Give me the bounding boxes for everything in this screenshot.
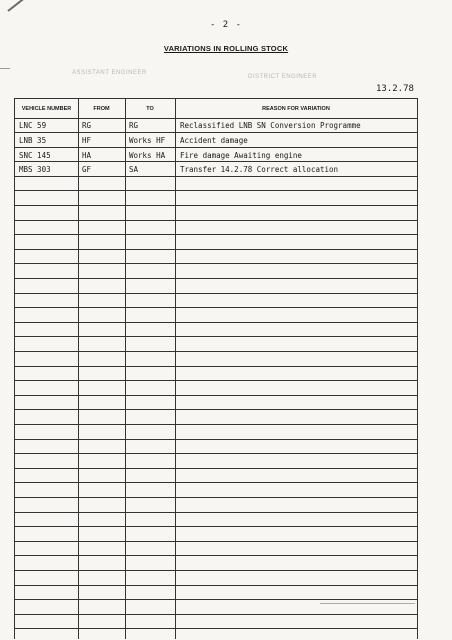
row-3-reason: Fire damage Awaiting engine	[180, 151, 302, 160]
row-rule	[15, 249, 417, 250]
faint-header-right: DISTRICT ENGINEER	[248, 74, 318, 80]
row-rule	[15, 322, 417, 323]
row-rule	[15, 555, 417, 556]
row-2-from: HF	[82, 136, 92, 145]
faint-header-left: ASSISTANT ENGINEER	[72, 70, 147, 76]
row-rule	[15, 599, 417, 600]
row-2-to: Works HF	[129, 136, 166, 145]
row-4-vehicle: MBS 303	[19, 165, 51, 174]
row-1-vehicle: LNC 59	[19, 121, 47, 130]
row-4-to: SA	[129, 165, 139, 174]
row-rule	[15, 205, 417, 206]
row-rule	[15, 424, 417, 425]
row-4-from: GF	[82, 165, 92, 174]
row-2-vehicle: LNB 35	[19, 136, 47, 145]
row-rule	[15, 395, 417, 396]
header-to: TO	[146, 105, 154, 112]
header-reason: REASON FOR VARIATION	[262, 105, 330, 112]
row-rule	[15, 278, 417, 279]
row-4-reason: Transfer 14.2.78 Correct allocation	[180, 165, 339, 174]
row-rule	[15, 628, 417, 629]
row-2-reason: Accident damage	[180, 136, 248, 145]
row-rule	[15, 263, 417, 264]
column-divider	[175, 99, 176, 639]
row-rule	[15, 366, 417, 367]
row-rule	[15, 585, 417, 586]
row-rule	[15, 482, 417, 483]
document-title: VARIATIONS IN ROLLING STOCK	[163, 44, 289, 53]
row-rule	[15, 176, 417, 177]
variations-table	[14, 98, 418, 639]
row-3-from: HA	[82, 151, 92, 160]
row-rule	[15, 453, 417, 454]
row-rule	[15, 307, 417, 308]
row-3-to: Works HA	[129, 151, 166, 160]
scan-mark	[7, 0, 32, 12]
document-date: 13.2.78	[376, 84, 414, 94]
row-rule	[15, 526, 417, 527]
row-rule	[15, 220, 417, 221]
row-rule	[15, 351, 417, 352]
row-rule	[15, 409, 417, 410]
scan-mark	[0, 68, 10, 69]
row-rule	[15, 541, 417, 542]
row-rule	[15, 132, 417, 133]
row-rule	[15, 293, 417, 294]
row-rule	[15, 497, 417, 498]
row-rule	[15, 118, 417, 119]
column-divider	[78, 99, 79, 639]
row-rule	[15, 570, 417, 571]
row-rule	[15, 439, 417, 440]
page-number: - 2 -	[209, 20, 243, 30]
row-rule	[15, 512, 417, 513]
row-rule	[15, 161, 417, 162]
row-rule	[15, 614, 417, 615]
header-from: FROM	[93, 105, 110, 112]
row-rule	[15, 380, 417, 381]
row-1-reason: Reclassified LNB SN Conversion Programme	[180, 121, 361, 130]
row-3-vehicle: SNC 145	[19, 151, 51, 160]
row-rule	[15, 190, 417, 191]
signature-line	[320, 603, 415, 604]
row-rule	[15, 468, 417, 469]
row-rule	[15, 234, 417, 235]
row-rule	[15, 336, 417, 337]
row-1-to: RG	[129, 121, 139, 130]
row-rule	[15, 147, 417, 148]
column-divider	[125, 99, 126, 639]
row-1-from: RG	[82, 121, 92, 130]
header-vehicle-number: VEHICLE NUMBER	[21, 105, 72, 112]
